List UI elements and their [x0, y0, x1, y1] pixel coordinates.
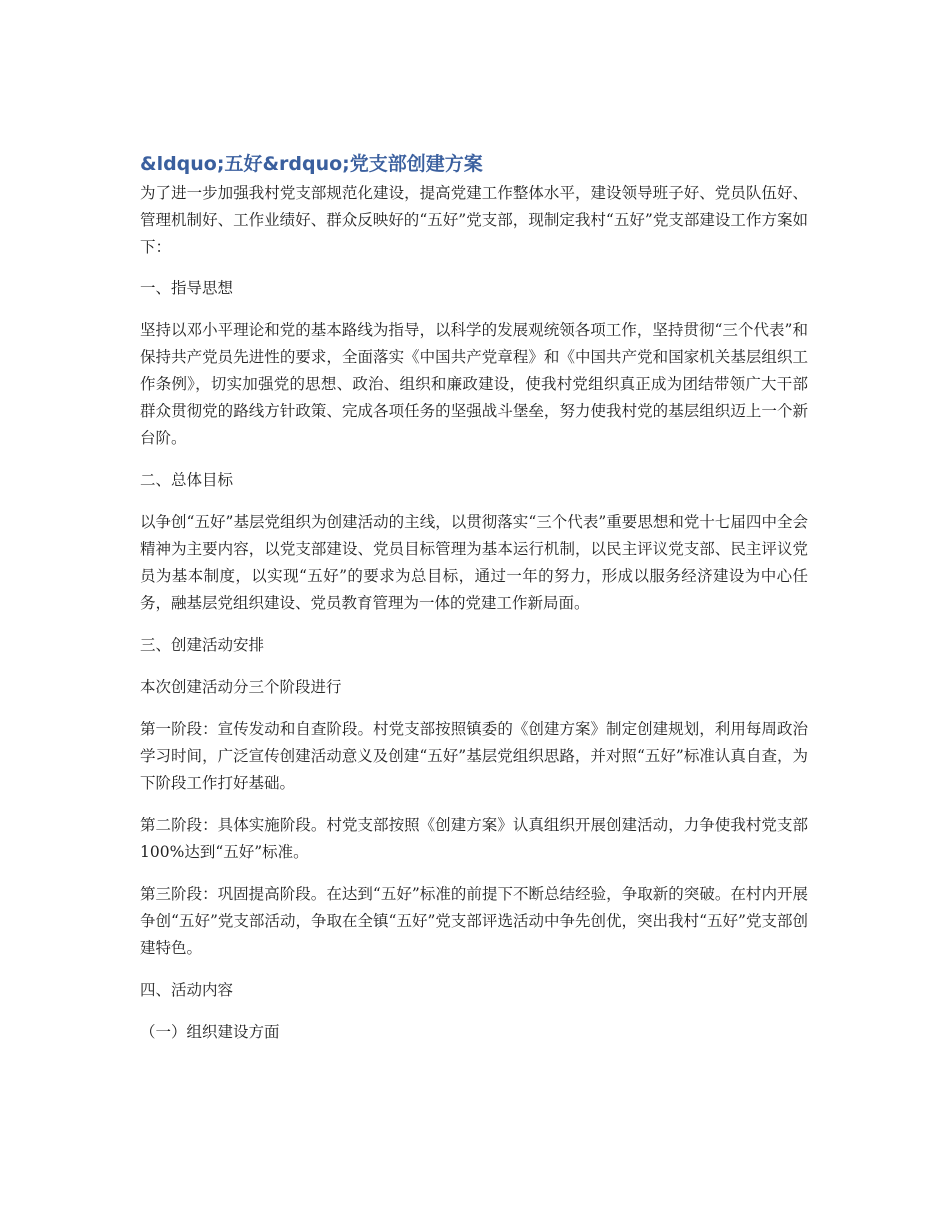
intro-paragraph: 为了进一步加强我村党支部规范化建设，提高党建工作整体水平，建设领导班子好、党员队伍好、管理机制好、工作业绩好、群众反映好的“五好”党支部，现制定我村“五好”党支部建设工作方案如下： [140, 184, 808, 256]
section-heading-activity-arrangement: 三、创建活动安排 [140, 636, 265, 654]
section-heading-activity-content: 四、活动内容 [140, 981, 234, 999]
guiding-ideology-paragraph: 坚持以邓小平理论和党的基本路线为指导，以科学的发展观统领各项工作，坚持贯彻“三个代表”和保持共产党员先进性的要求，全面落实《中国共产党章程》和《中国共产党和国家机关基层组织工作条例》，切实加强党的思想、政治、组织和廉政建设，使我村党组织真正成为团结带领广大干部群众贯彻党的路线方针政策、完成各项任务的坚强战斗堡垒，努力使我村党的基层组织迈上一个新台阶。 [140, 321, 808, 447]
activity-stages-intro: 本次创建活动分三个阶段进行 [140, 678, 342, 696]
overall-goal-paragraph: 以争创“五好”基层党组织为创建活动的主线，以贯彻落实“三个代表”重要思想和党十七届四中全会精神为主要内容，以党支部建设、党员目标管理为基本运行机制，以民主评议党支部、民主评议党员为基本制度，以实现“五好”的要求为总目标，通过一年的努力，形成以服务经济建设为中心任务，融基层党组织建设、党员教育管理为一体的党建工作新局面。 [140, 513, 808, 612]
stage-one-paragraph: 第一阶段：宣传发动和自查阶段。村党支部按照镇委的《创建方案》制定创建规划，利用每周政治学习时间，广泛宣传创建活动意义及创建“五好”基层党组织思路，并对照“五好”标准认真自查，为下阶段工作打好基础。 [140, 720, 808, 792]
stage-three-paragraph: 第三阶段：巩固提高阶段。在达到“五好”标准的前提下不断总结经验，争取新的突破。在村内开展争创“五好”党支部活动，争取在全镇“五好”党支部评选活动中争先创优，突出我村“五好”党支部创建特色。 [140, 885, 808, 957]
stage-two-paragraph: 第二阶段：具体实施阶段。村党支部按照《创建方案》认真组织开展创建活动，力争使我村党支部100%达到“五好”标准。 [140, 816, 808, 861]
subsection-heading-organization: （一）组织建设方面 [140, 1023, 280, 1041]
document-title: &ldquo;五好&rdquo;党支部创建方案 [140, 153, 483, 175]
document-page [140, 150, 808, 1061]
section-heading-guiding-ideology: 一、指导思想 [140, 279, 234, 297]
section-heading-overall-goal: 二、总体目标 [140, 471, 234, 489]
